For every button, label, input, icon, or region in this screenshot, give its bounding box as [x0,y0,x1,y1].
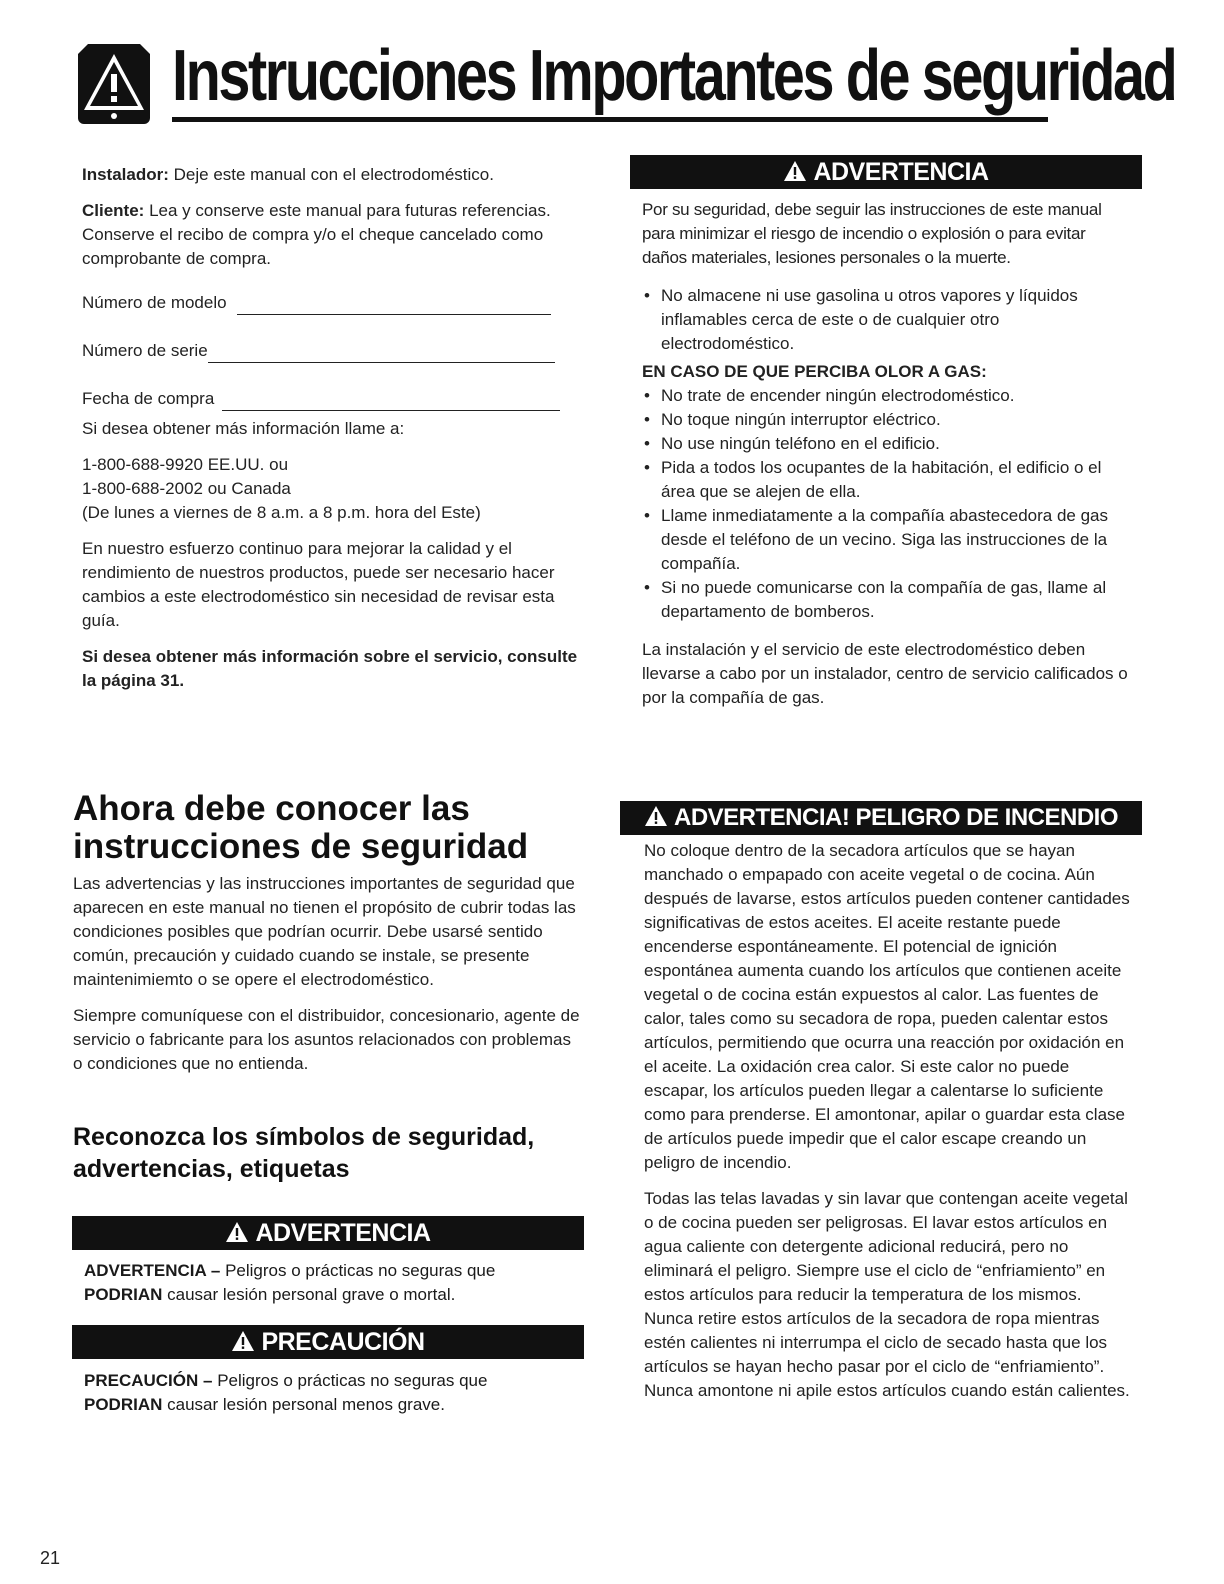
list-item: • No use ningún teléfono en el edificio. [642,432,1132,456]
caution-symbol-banner [72,1325,584,1359]
warning-term: ADVERTENCIA – [84,1261,221,1280]
warning-triangle-icon [225,1221,249,1243]
caution-def-text-2: causar lesión personal menos grave. [162,1395,445,1414]
symbols-heading: Reconozca los símbolos de seguridad, advertencias, etiquetas [73,1123,535,1183]
warning-manual-icon [74,40,154,128]
list-item: • Llame inmediatamente a la compañía abastecedora de gas desde el teléfono de un vecino. Siga las instrucciones de la compañía. [642,504,1132,576]
warning-def-text: Peligros o prácticas no seguras que [220,1261,496,1280]
improvement-note: En nuestro esfuerzo continuo para mejorar la calidad y el rendimiento de nuestros productos, puede ser necesario hacer cambios a este electrodoméstico sin necesidad de revisar esta guía. [82,539,555,630]
fire-hazard-banner [620,801,1142,835]
gas-bullet-list [642,384,1132,624]
fire-para-1: No coloque dentro de la secadora artículos que se hayan manchado o empapado con aceite vegetal o de cocina. Aún después de lavarse, estos artículos pueden contener cantidades significativas de estos aceites. El aceite restante puede encenderse espontáneamente. El potencial de ignición espontánea aumenta cuando los artículos que contienen aceite vegetal o de cocina están expuestos al calor. Las fuentes de calor, tales como su secadora de ropa, pueden calentar estos artículos, permitiendo que ocurra una reacción por oxidación en el aceite. La oxidación crea calor. Si este calor no puede escapar, los artículos pueden llegar a calentarse lo suficiente como para prenderse. El amontonar, apilar o guardar esta clase de artículos puede impedir que el calor escape creando un peligro de incendio. [644,841,1130,1172]
caution-must: PODRIAN [84,1395,163,1414]
list-item: • Pida a todos los ocupantes de la habitación, el edificio o el área que se alejen de ella. [642,456,1132,504]
title-rule [172,117,1048,122]
installer-text: Deje este manual con el electrodoméstico. [168,165,494,184]
serial-number-line[interactable] [208,348,555,363]
caution-definition [84,1369,584,1417]
purchase-date-line[interactable] [222,396,560,411]
serial-number-field [82,339,582,363]
warning-banner [630,155,1142,189]
fire-hazard-section [644,839,1134,1403]
list-item: • Si no puede comunicarse con la compañía de gas, llame al departamento de bomberos. [642,576,1132,624]
warning-symbol-banner [72,1216,584,1250]
serial-number-label: Número de serie [82,341,208,360]
page-title: Instrucciones Importantes de seguridad [172,36,1176,116]
purchase-date-label: Fecha de compra [82,389,215,408]
list-item: • No trate de encender ningún electrodoméstico. [642,384,1132,408]
safety-heading: Ahora debe conocer las instrucciones de seguridad [73,789,529,866]
safety-para-2: Siempre comuníquese con el distribuidor, concesionario, agente de servicio o fabricante para los asuntos relacionados con problemas o condiciones que no entienda. [73,1006,580,1073]
phone-canada: 1-800-688-2002 ou Canada [82,479,291,498]
warning-triangle-icon [783,160,807,182]
caution-term: PRECAUCIÓN – [84,1371,213,1390]
caution-def-text: Peligros o prácticas no seguras que [212,1371,488,1390]
warning-must: PODRIAN [84,1285,163,1304]
service-note: Si desea obtener más información sobre el servicio, consulte la página 31. [82,647,578,690]
customer-text: Lea y conserve este manual para futuras referencias. Conserve el recibo de compra y/o el cheque cancelado como comprobante de compra. [82,201,551,268]
warning-intro: Por su seguridad, debe seguir las instrucciones de este manual para minimizar el riesgo de incendio o explosión o para evitar daños materiales, lesiones personales o la muerte. [642,200,1102,267]
model-number-label: Número de modelo [82,293,227,312]
warning-triangle-icon [231,1330,255,1352]
info-prompt: Si desea obtener más información llame a: [82,419,405,438]
fire-para-2: Todas las telas lavadas y sin lavar que contengan aceite vegetal o de cocina pueden ser peligrosas. El lavar estos artículos en agua caliente con detergente adicional reducirá, pero no eliminará el peligro. Siempre use el ciclo de “enfriamiento” en estos artículos para reducir la temperatura de los mismos. Nunca retire estos artículos de la secadora de ropa mientras estén calientes ni interrumpa el ciclo de secado hasta que los artículos se hayan hecho pasar por el ciclo de “enfriamiento”. Nunca amontone ni apile estos artículos cuando están calientes. [644,1189,1130,1400]
warning-triangle-icon [644,805,668,827]
customer-note [82,199,582,271]
installer-note [82,163,582,187]
installer-label: Instalador: [82,165,169,184]
model-number-field [82,291,582,315]
warning-banner-text: ADVERTENCIA [813,158,989,186]
page-number: 21 [40,1548,61,1568]
fuel-bullet-list [642,284,1132,356]
model-number-line[interactable] [237,300,551,315]
installation-note: La instalación y el servicio de este electrodoméstico deben llevarse a cabo por un instalador, centro de servicio calificados o por la compañía de gas. [642,640,1128,707]
warning-def-text-2: causar lesión personal grave o mortal. [162,1285,456,1304]
warning-definition [84,1259,584,1307]
safety-para-1: Las advertencias y las instrucciones importantes de seguridad que aparecen en este manual no tienen el propósito de cubrir todas las condiciones posibles que podrían ocurrir. Debe usarsé sentido común, precaución y cuidado cuando se instale, se presente maintenimiemto o se opere el electrodoméstico. [73,874,576,989]
list-item: • No toque ningún interruptor eléctrico. [642,408,1132,432]
gas-warning-section [642,198,1132,710]
customer-label: Cliente: [82,201,145,220]
caution-symbol-banner-text: PRECAUCIÓN [261,1328,425,1356]
gas-smell-heading: EN CASO DE QUE PERCIBA OLOR A GAS: [642,362,987,381]
owner-info-section [82,163,582,693]
list-item: • No almacene ni use gasolina u otros vapores y líquidos inflamables cerca de este o de cualquier otro electrodoméstico. [642,284,1132,356]
phone-hours: (De lunes a viernes de 8 a.m. a 8 p.m. hora del Este) [82,503,481,522]
safety-intro-section [73,872,583,1076]
purchase-date-field [82,387,582,411]
warning-symbol-banner-text: ADVERTENCIA [255,1219,431,1247]
phone-us: 1-800-688-9920 EE.UU. ou [82,455,289,474]
fire-hazard-banner-text: ADVERTENCIA! PELIGRO DE INCENDIO [673,804,1119,831]
